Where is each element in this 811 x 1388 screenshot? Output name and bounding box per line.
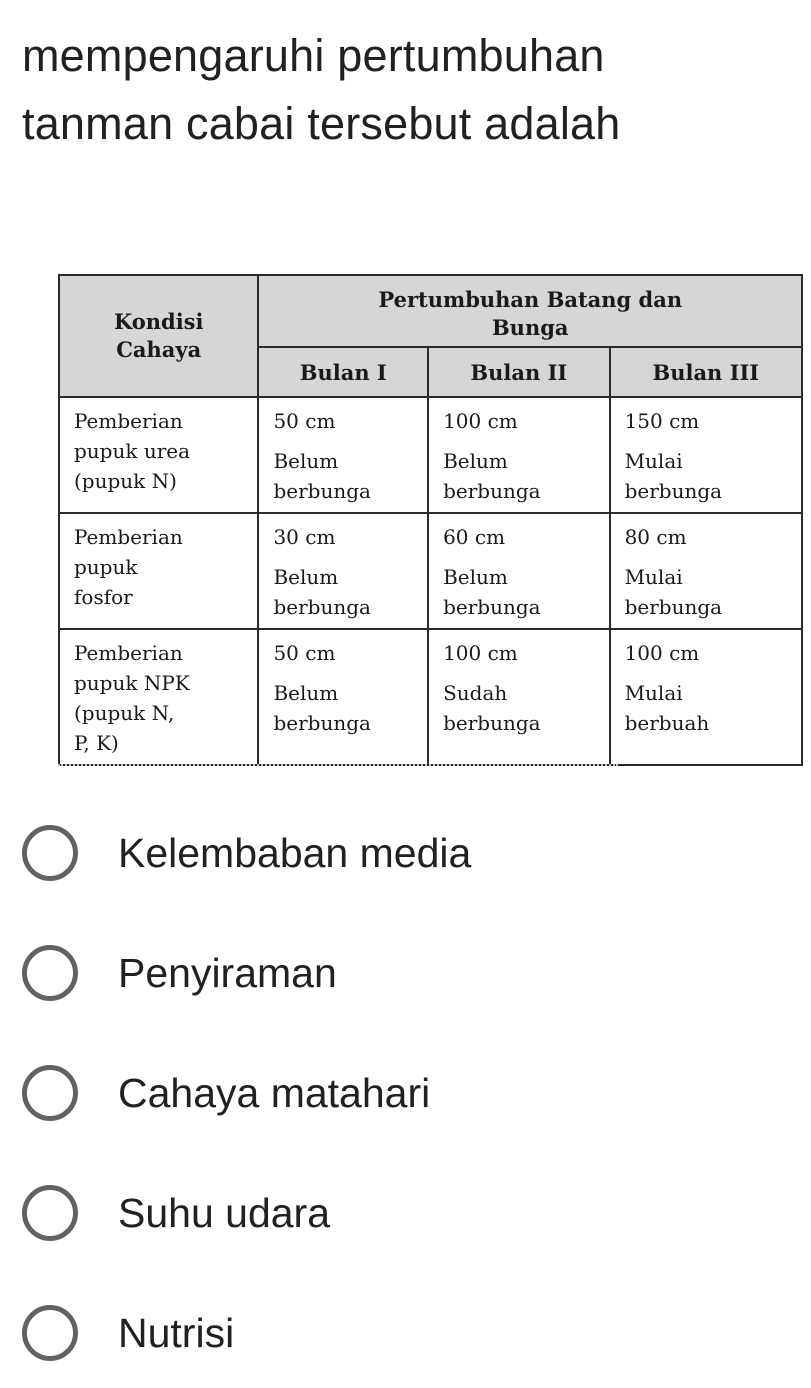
stem-height: 100 cm xyxy=(443,409,518,433)
option-label: Kelembaban media xyxy=(118,829,472,876)
flower-status: berbunga xyxy=(273,479,371,503)
month-cell xyxy=(258,513,428,629)
question-line: mempengaruhi pertumbuhan xyxy=(22,30,605,81)
flower-status: Belum xyxy=(273,681,339,705)
option-suhu-udara[interactable] xyxy=(22,1178,782,1248)
condition-line: pupuk NPK xyxy=(74,671,190,695)
flower-status: Belum xyxy=(273,449,339,473)
condition-line: Pemberian xyxy=(74,409,183,433)
header-bulan-2: Bulan II xyxy=(428,347,610,397)
question-text xyxy=(22,22,802,158)
question-line: tanman cabai tersebut adalah xyxy=(22,98,621,149)
flower-status: Sudah xyxy=(443,681,508,705)
flower-status: berbunga xyxy=(624,479,723,503)
stem-height: 30 cm xyxy=(273,525,336,549)
flower-status: berbunga xyxy=(273,595,371,619)
condition-line: fosfor xyxy=(74,585,133,609)
header-kondisi-cahaya: Kondisi Cahaya xyxy=(59,275,258,397)
flower-status: berbunga xyxy=(273,711,371,735)
growth-table xyxy=(58,274,803,766)
month-cell xyxy=(610,629,802,765)
scan-artifact-divider xyxy=(58,764,618,768)
month-cell xyxy=(428,397,610,513)
option-label: Penyiraman xyxy=(118,949,337,996)
radio-button-icon[interactable] xyxy=(22,1305,78,1361)
month-cell xyxy=(258,629,428,765)
table-row xyxy=(59,513,802,629)
flower-status: Belum xyxy=(273,565,339,589)
condition-line: pupuk xyxy=(74,555,138,579)
flower-status: Mulai xyxy=(624,565,683,589)
stem-height: 150 cm xyxy=(624,409,700,433)
condition-line: Pemberian xyxy=(74,525,183,549)
condition-line: (pupuk N, xyxy=(74,701,175,725)
condition-line: pupuk urea xyxy=(74,439,191,463)
header-bulan-1: Bulan I xyxy=(258,347,428,397)
flower-status: berbunga xyxy=(624,595,723,619)
condition-line: (pupuk N) xyxy=(74,469,177,493)
flower-status: berbunga xyxy=(443,479,541,503)
stem-height: 80 cm xyxy=(624,525,687,549)
radio-button-icon[interactable] xyxy=(22,945,78,1001)
flower-status: Mulai xyxy=(624,681,683,705)
option-kelembaban-media[interactable] xyxy=(22,818,782,888)
header-pertumbuhan: Pertumbuhan Batang dan Bunga xyxy=(258,275,802,347)
month-cell xyxy=(258,397,428,513)
flower-status: berbunga xyxy=(443,711,541,735)
header-bulan-3: Bulan III xyxy=(610,347,802,397)
stem-height: 50 cm xyxy=(273,409,336,433)
stem-height: 60 cm xyxy=(443,525,506,549)
flower-status: berbuah xyxy=(624,711,710,735)
option-nutrisi[interactable] xyxy=(22,1298,782,1368)
growth-table-image xyxy=(52,270,811,780)
option-cahaya-matahari[interactable] xyxy=(22,1058,782,1128)
flower-status: Mulai xyxy=(624,449,683,473)
month-cell xyxy=(428,513,610,629)
condition-cell xyxy=(59,629,258,765)
stem-height: 100 cm xyxy=(443,641,518,665)
month-cell xyxy=(428,629,610,765)
option-label: Nutrisi xyxy=(118,1309,235,1356)
flower-status: Belum xyxy=(443,565,508,589)
condition-cell xyxy=(59,513,258,629)
table-row xyxy=(59,629,802,765)
condition-line: Pemberian xyxy=(74,641,183,665)
condition-line: P, K) xyxy=(74,731,119,755)
condition-cell xyxy=(59,397,258,513)
month-cell xyxy=(610,513,802,629)
flower-status: Belum xyxy=(443,449,508,473)
option-penyiraman[interactable] xyxy=(22,938,782,1008)
option-label: Cahaya matahari xyxy=(118,1069,431,1116)
option-label: Suhu udara xyxy=(118,1189,331,1236)
radio-button-icon[interactable] xyxy=(22,1185,78,1241)
table-row xyxy=(59,397,802,513)
stem-height: 100 cm xyxy=(624,641,700,665)
radio-button-icon[interactable] xyxy=(22,825,78,881)
stem-height: 50 cm xyxy=(273,641,336,665)
flower-status: berbunga xyxy=(443,595,541,619)
month-cell xyxy=(610,397,802,513)
radio-button-icon[interactable] xyxy=(22,1065,78,1121)
